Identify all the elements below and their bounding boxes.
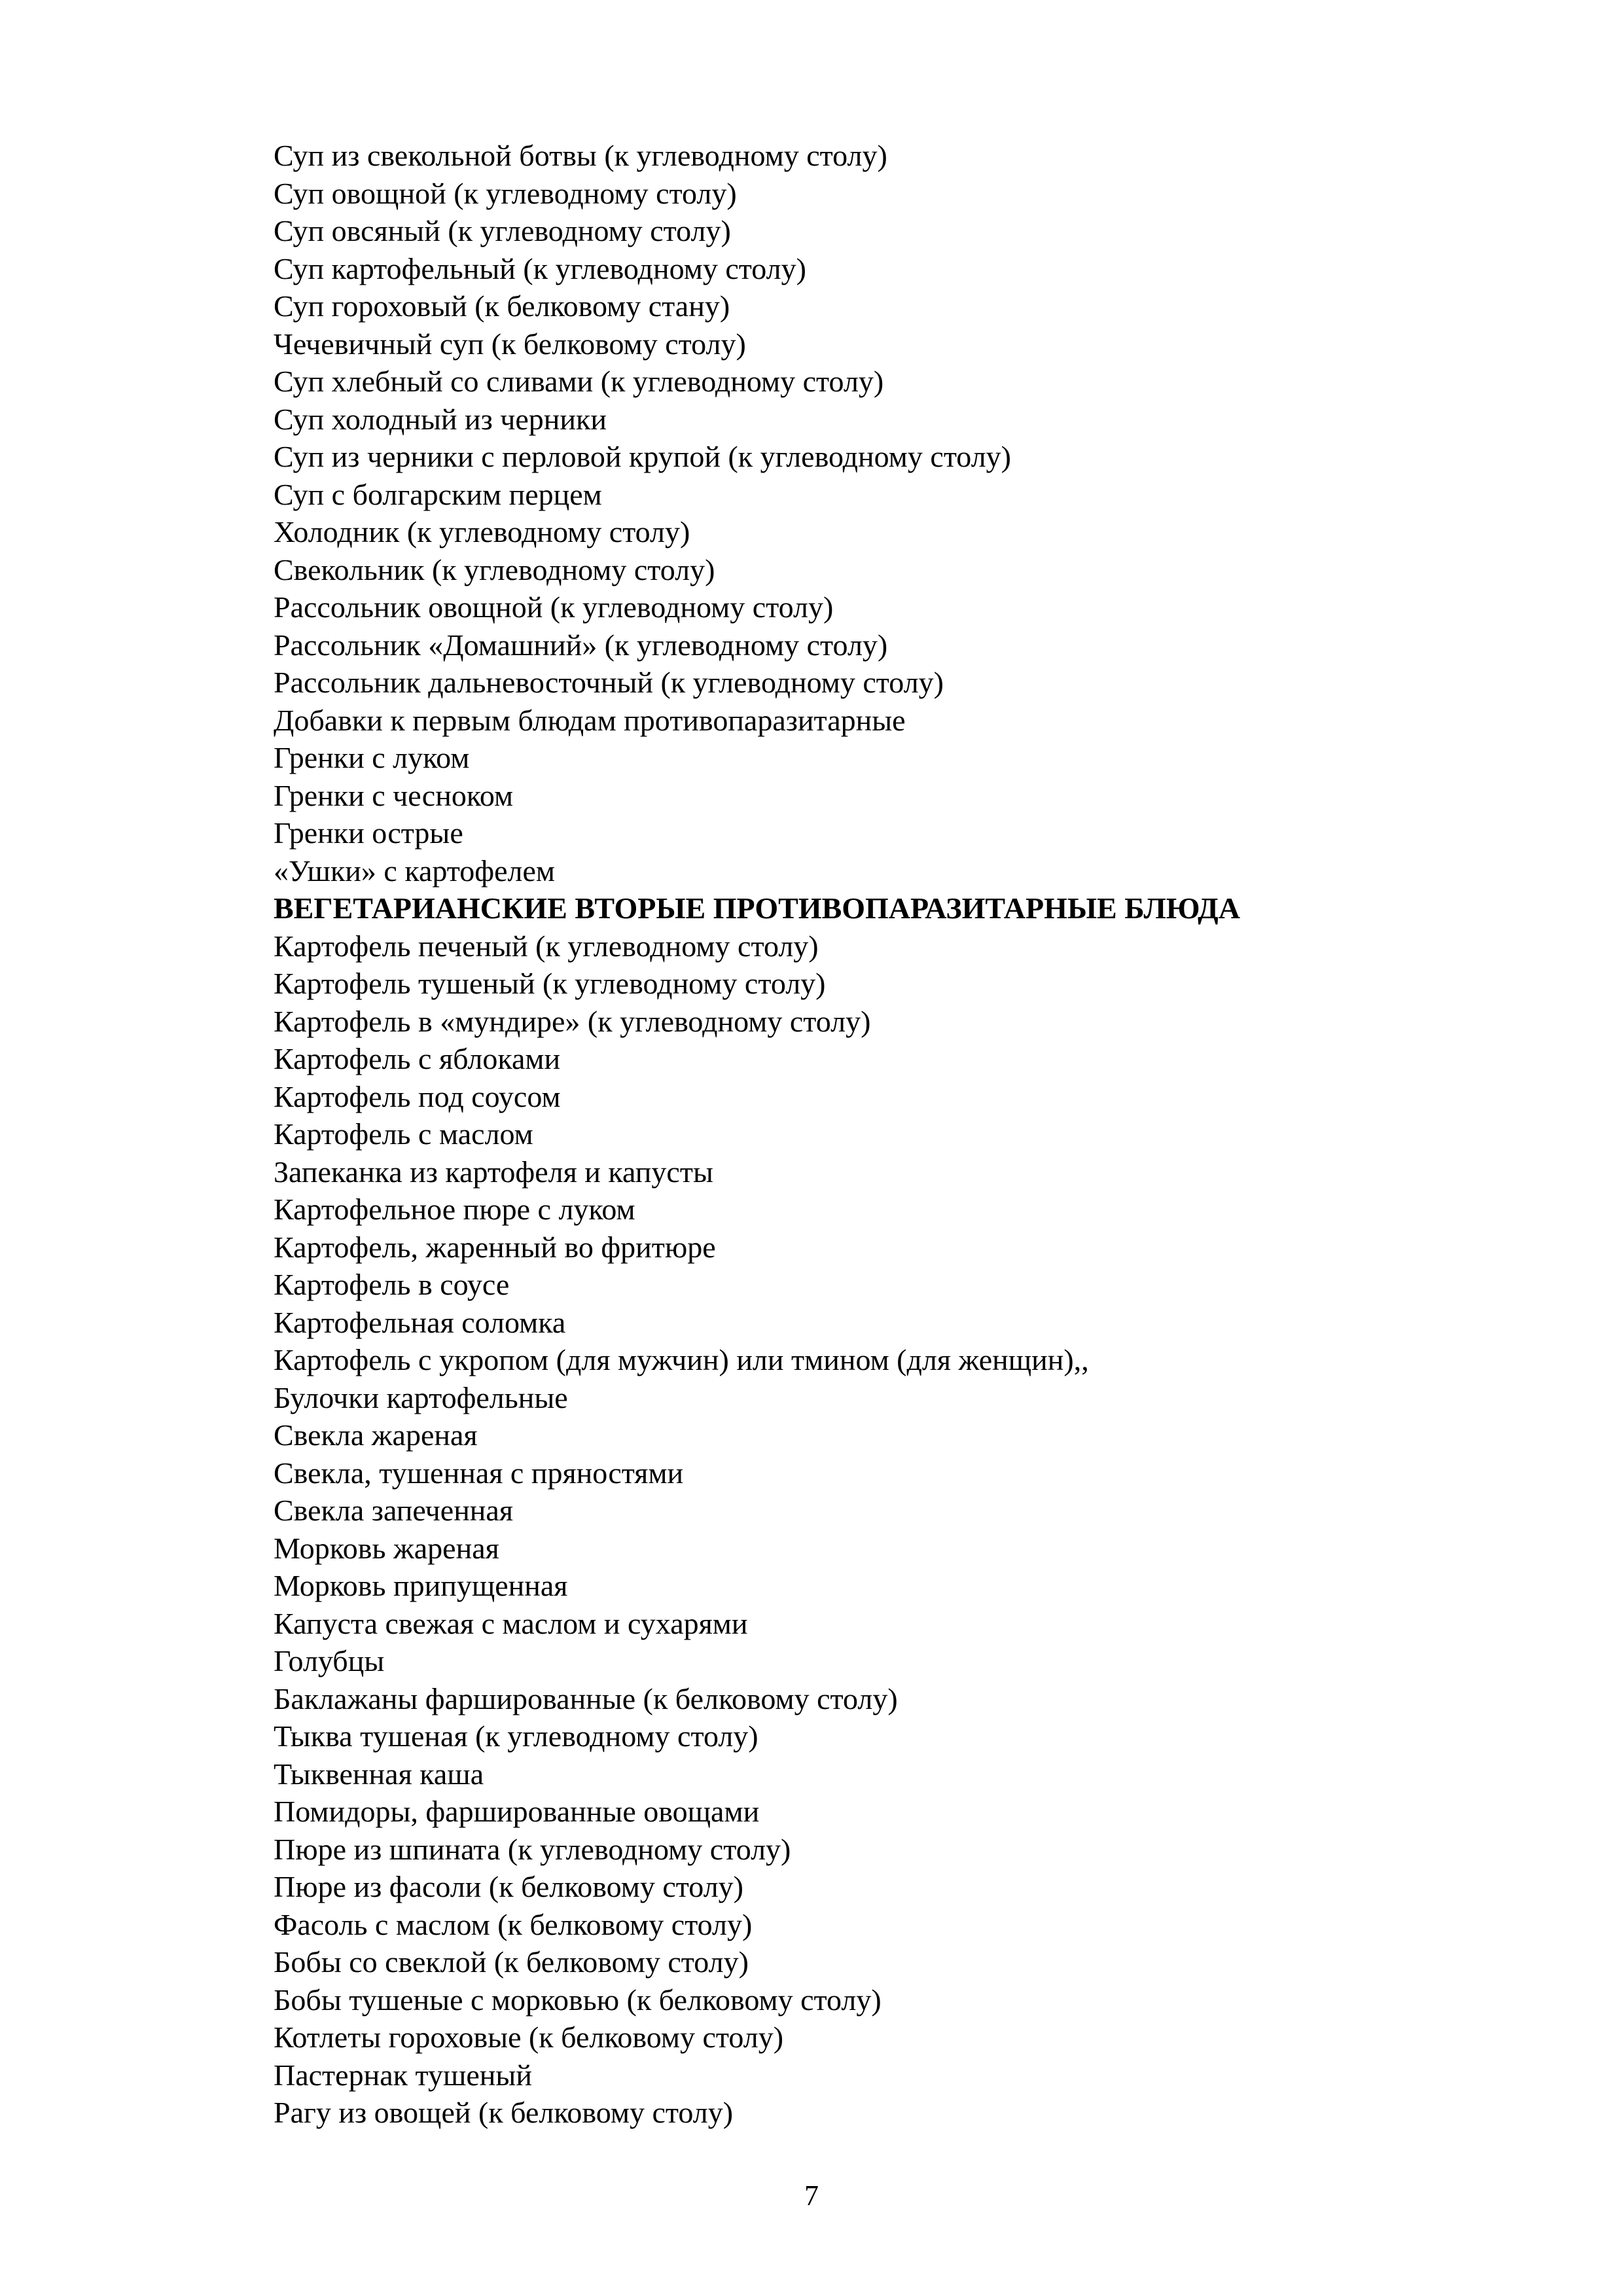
list-item: Свекла жареная <box>274 1418 478 1452</box>
list-item: Рассольник дальневосточный (к углеводному столу) <box>274 666 944 699</box>
list-item: Тыквенная каша <box>274 1757 484 1791</box>
list-item: Котлеты гороховые (к белковому столу) <box>274 2020 784 2054</box>
list-item: Картофель с яблоками <box>274 1042 561 1075</box>
list-item: Суп с болгарским перцем <box>274 477 602 511</box>
list-item: Пюре из шпината (к углеводному столу) <box>274 1832 791 1866</box>
list-item: Свекла запеченная <box>274 1494 514 1527</box>
list-item: Морковь припущенная <box>274 1569 568 1602</box>
list-item: Гренки острые <box>274 816 463 850</box>
list-item: Морковь жареная <box>274 1531 499 1565</box>
list-item: Свекла, тушенная с пряностями <box>274 1456 684 1490</box>
page-number: 7 <box>804 2179 819 2212</box>
list-item: Картофельная соломка <box>274 1305 566 1339</box>
list-item: Картофель с укропом (для мужчин) или тмином (для женщин),, <box>274 1343 1089 1376</box>
list-item: Гренки с луком <box>274 741 470 774</box>
list-item: Суп гороховый (к белковому стану) <box>274 289 730 323</box>
list-item: Суп из черники с перловой крупой (к углеводному столу) <box>274 440 1011 473</box>
list-item: Рагу из овощей (к белковому столу) <box>274 2096 734 2129</box>
list-item: Суп овощной (к углеводному столу) <box>274 176 737 210</box>
list-item: Картофель с маслом <box>274 1117 533 1151</box>
section-heading: ВЕГЕТАРИАНСКИЕ ВТОРЫЕ ПРОТИВОПАРАЗИТАРНЫЕ БЛЮДА <box>274 891 1240 925</box>
list-item: Рассольник «Домашний» (к углеводному столу) <box>274 628 888 662</box>
list-item: Пастернак тушеный <box>274 2058 532 2092</box>
list-item: Бобы со свеклой (к белковому столу) <box>274 1945 749 1979</box>
list-item: Холодник (к углеводному столу) <box>274 515 690 548</box>
list-item: Пюре из фасоли (к белковому столу) <box>274 1870 743 1903</box>
list-item: Рассольник овощной (к углеводному столу) <box>274 590 834 624</box>
list-item: Картофель в «мундире» (к углеводному столу) <box>274 1004 871 1038</box>
list-item: Картофель в соусе <box>274 1268 510 1301</box>
list-item: Бобы тушеные с морковью (к белковому столу) <box>274 1982 882 2017</box>
list-item: Гренки с чесноком <box>274 778 514 812</box>
list-item: Картофельное пюре с луком <box>274 1193 635 1226</box>
list-item: Помидоры, фаршированные овощами <box>274 1795 760 1828</box>
list-item: «Ушки» с картофелем <box>274 853 555 888</box>
list-item: Тыква тушеная (к углеводному столу) <box>274 1719 758 1753</box>
list-item: Картофель, жаренный во фритюре <box>274 1230 716 1264</box>
recipe-list <box>274 137 1452 2132</box>
list-item: Свекольник (к углеводному столу) <box>274 552 715 586</box>
list-item: Суп картофельный (к углеводному столу) <box>274 251 806 285</box>
list-item: Картофель под соусом <box>274 1079 561 1113</box>
list-item: Картофель печеный (к углеводному столу) <box>274 929 819 963</box>
list-item: Добавки к первым блюдам противопаразитарные <box>274 703 906 737</box>
list-item: Суп овсяный (к углеводному столу) <box>274 214 731 247</box>
list-item: Суп хлебный со сливами (к углеводному столу) <box>274 365 884 398</box>
list-item: Баклажаны фаршированные (к белковому столу) <box>274 1681 898 1715</box>
list-item: Суп из свекольной ботвы (к углеводному столу) <box>274 139 887 172</box>
list-item: Фасоль с маслом (к белковому столу) <box>274 1907 753 1941</box>
list-item: Булочки картофельные <box>274 1380 568 1414</box>
list-item: Суп холодный из черники <box>274 402 607 436</box>
list-item: Запеканка из картофеля и капусты <box>274 1155 713 1189</box>
list-item: Чечевичный суп (к белковому столу) <box>274 327 746 361</box>
list-item: Картофель тушеный (к углеводному столу) <box>274 967 826 1000</box>
list-item: Голубцы <box>274 1644 385 1677</box>
list-item: Капуста свежая с маслом и сухарями <box>274 1606 748 1640</box>
